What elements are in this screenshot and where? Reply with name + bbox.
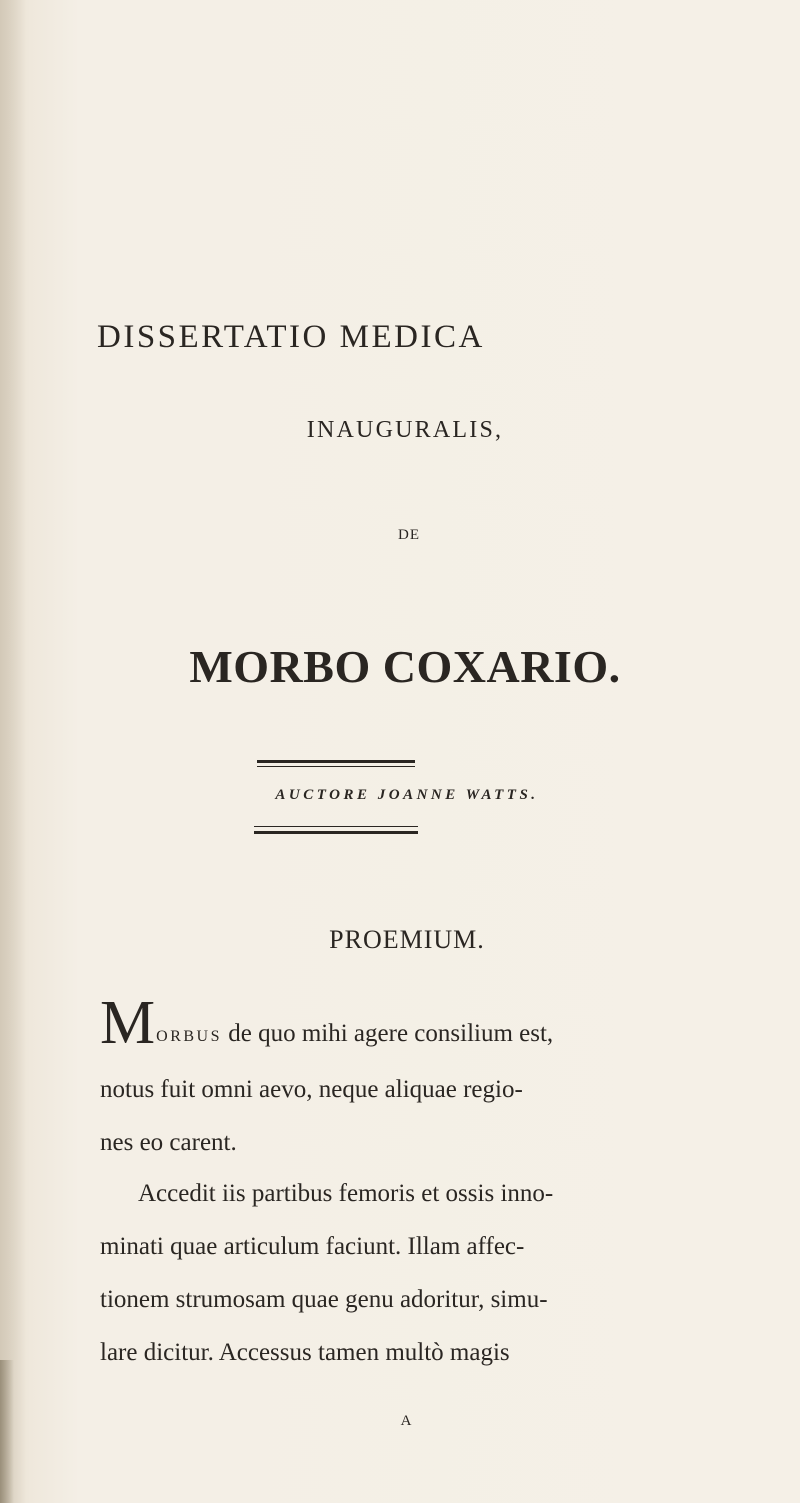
section-heading: PROEMIUM. xyxy=(329,925,485,954)
small-caps-word: ORBUS xyxy=(156,1028,222,1045)
signature-mark: A xyxy=(400,1413,412,1429)
paragraph-1-line-3: nes eo carent. xyxy=(100,1129,237,1156)
title-line-1: DISSERTATIO MEDICA xyxy=(97,319,485,355)
binding-edge xyxy=(0,1360,14,1503)
author-line: AUCTORE JOANNE WATTS. xyxy=(275,787,539,803)
paragraph-1-line-1 xyxy=(100,989,660,1063)
paragraph-2 xyxy=(100,1167,660,1379)
main-title: MORBO COXARIO. xyxy=(189,641,621,692)
binding-shadow xyxy=(0,0,26,1503)
rule-thick-top xyxy=(257,760,415,763)
paragraph-1-line-1-text: de quo mihi agere consilium est, xyxy=(222,1020,554,1047)
rule-thin-top xyxy=(257,766,415,767)
paragraph-1-line-2: notus fuit omni aevo, neque aliquae regio- xyxy=(100,1076,523,1103)
rule-thin-bottom xyxy=(254,826,418,827)
title-line-3: DE xyxy=(398,527,420,543)
drop-cap: M xyxy=(100,989,156,1057)
paragraph-2-line-3: tionem strumosam quae genu adoritur, simu- xyxy=(100,1286,548,1313)
title-line-2: INAUGURALIS, xyxy=(306,417,504,443)
paragraph-2-line-4: lare dicitur. Accessus tamen multò magis xyxy=(100,1339,510,1366)
paragraph-2-line-2: minati quae articulum faciunt. Illam affec- xyxy=(100,1233,525,1260)
paragraph-1 xyxy=(100,989,660,1169)
rule-thick-bottom xyxy=(254,831,418,834)
paragraph-2-line-1: Accedit iis partibus femoris et ossis inno- xyxy=(138,1180,554,1207)
